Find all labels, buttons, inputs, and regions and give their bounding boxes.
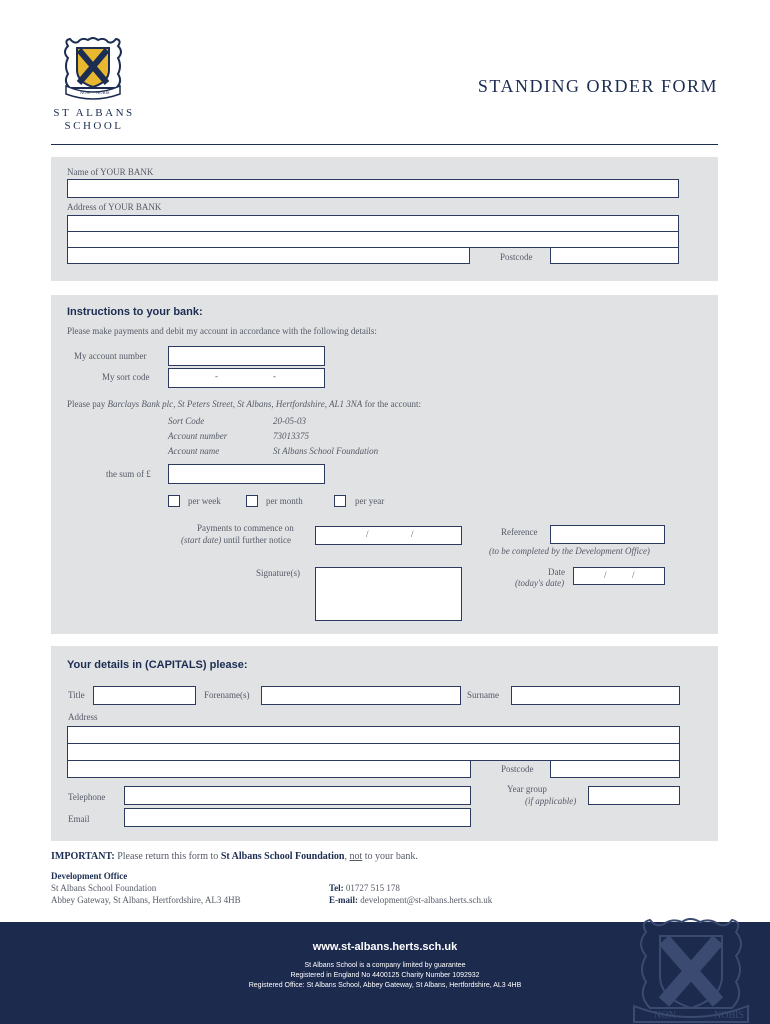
signature-label: Signature(s): [256, 568, 300, 578]
svg-text:NON: NON: [654, 1010, 676, 1021]
address-line1[interactable]: [67, 726, 680, 744]
sort-code-label: My sort code: [102, 372, 150, 382]
bank-address-line2[interactable]: [67, 231, 679, 248]
school-crest-icon: [60, 36, 126, 102]
svg-text:NOBIS: NOBIS: [714, 1010, 745, 1021]
form-title: STANDING ORDER FORM: [477, 76, 718, 96]
reference-field[interactable]: [550, 525, 665, 544]
pay-line: [67, 399, 421, 409]
sort-code-sep-2: -: [273, 371, 276, 381]
svg-text:NOBIS: NOBIS: [96, 90, 110, 95]
important-text1: Please return this form to: [114, 851, 221, 862]
per-year-checkbox[interactable]: [334, 495, 346, 507]
bank-address-label: Address of YOUR BANK: [67, 202, 162, 212]
crest-watermark-icon: [626, 918, 770, 1024]
sum-field[interactable]: [168, 464, 325, 484]
email-label: Email: [68, 814, 90, 824]
contact-line2: Abbey Gateway, St Albans, Hertfordshire, AL3 4HB: [51, 895, 241, 905]
your-details-panel: [51, 646, 718, 841]
pay-line-prefix: Please pay: [67, 399, 108, 409]
payee-account-name-label: Account name: [168, 446, 220, 456]
todays-date-field[interactable]: [573, 567, 665, 585]
sum-label: the sum of £: [106, 469, 151, 479]
surname-field[interactable]: [511, 686, 680, 705]
important-text2: ,: [344, 851, 350, 862]
commence-sub-italic: (start date): [181, 535, 222, 545]
per-week-checkbox[interactable]: [168, 495, 180, 507]
reference-note: (to be completed by the Development Office): [489, 546, 650, 556]
per-month-checkbox[interactable]: [246, 495, 258, 507]
start-date-field[interactable]: [315, 526, 462, 545]
tel-label: Tel:: [329, 883, 344, 893]
forename-field[interactable]: [261, 686, 461, 705]
bank-name-label: Name of YOUR BANK: [67, 167, 154, 177]
date-label: Date: [548, 567, 565, 577]
reference-label: Reference: [501, 527, 538, 537]
address-line3[interactable]: [67, 760, 471, 778]
postcode-field[interactable]: [550, 760, 680, 778]
year-group-sub: (if applicable): [525, 796, 577, 806]
telephone-field[interactable]: [124, 786, 471, 805]
pay-line-bank: Barclays Bank plc, St Peters Street, St Albans, Hertfordshire, AL1 3NA: [107, 399, 363, 409]
important-prefix: IMPORTANT:: [51, 851, 115, 862]
bank-name-field[interactable]: [67, 179, 679, 198]
important-text3: to your bank.: [362, 851, 418, 862]
contact-office: Development Office: [51, 871, 128, 881]
footer: [0, 922, 770, 1024]
title-label: Title: [68, 690, 85, 700]
signature-field[interactable]: [315, 567, 462, 621]
instructions-heading: Instructions to your bank:: [67, 306, 203, 318]
todays-date-sep-2: /: [632, 570, 635, 580]
footer-line2: Registered in England No 4400125 Charity Number 1092932: [290, 972, 480, 979]
per-year-label: per year: [355, 496, 385, 506]
bank-address-line3[interactable]: [67, 247, 470, 264]
todays-date-sep-1: /: [604, 570, 607, 580]
commence-label: Payments to commence on: [197, 523, 294, 533]
school-name-line1: ST ALBANS: [53, 107, 135, 119]
school-logo: [60, 36, 126, 102]
email-contact-value[interactable]: development@st-albans.herts.sch.uk: [358, 895, 493, 905]
postcode-label: Postcode: [501, 764, 534, 774]
bank-postcode-field[interactable]: [550, 247, 679, 264]
address-line2[interactable]: [67, 743, 680, 761]
footer-line3: Registered Office: St Albans School, Abbey Gateway, St Albans, Hertfordshire, AL3 4HB: [248, 982, 522, 989]
instructions-panel: [51, 295, 718, 634]
account-number-label: My account number: [74, 351, 147, 361]
tel-value: 01727 515 178: [343, 883, 400, 893]
per-month-label: per month: [266, 496, 303, 506]
address-label: Address: [68, 712, 98, 722]
sort-code-sep-1: -: [215, 371, 218, 381]
account-number-field[interactable]: [168, 346, 325, 366]
payee-sort-code-label: Sort Code: [168, 416, 205, 426]
your-details-heading: Your details in (CAPITALS) please:: [67, 659, 248, 671]
svg-text:NON: NON: [80, 90, 90, 95]
school-name-line2: SCHOOL: [64, 120, 124, 132]
payee-account-number-label: Account number: [168, 431, 228, 441]
start-date-sep-2: /: [411, 529, 414, 539]
bank-details-panel: [51, 157, 718, 281]
school-name: [44, 107, 144, 133]
year-group-field[interactable]: [588, 786, 680, 805]
payee-account-number-value: 73013375: [273, 431, 309, 441]
surname-label: Surname: [467, 690, 499, 700]
title-field[interactable]: [93, 686, 196, 705]
pay-line-suffix: for the account:: [362, 399, 422, 409]
important-not: not: [349, 851, 363, 862]
contact-email[interactable]: [329, 895, 492, 905]
footer-website[interactable]: www.st-albans.herts.sch.uk: [312, 941, 458, 953]
commence-sub: [181, 535, 291, 545]
year-group-label: Year group: [507, 784, 547, 794]
start-date-sep-1: /: [366, 529, 369, 539]
commence-sub-rest: until further notice: [221, 535, 291, 545]
footer-line1: St Albans School is a company limited by guarantee: [304, 962, 466, 969]
per-week-label: per week: [188, 496, 221, 506]
contact-tel: [329, 883, 400, 893]
sort-code-field[interactable]: [168, 368, 325, 388]
payee-account-name-value: St Albans School Foundation: [273, 446, 379, 456]
bank-postcode-label: Postcode: [500, 252, 533, 262]
important-notice: [51, 851, 418, 862]
forename-label: Forename(s): [204, 690, 250, 700]
email-contact-label: E-mail:: [329, 895, 358, 905]
header-divider: [51, 144, 718, 145]
instructions-intro: Please make payments and debit my account in accordance with the following details:: [67, 326, 377, 336]
email-field[interactable]: [124, 808, 471, 827]
contact-line1: St Albans School Foundation: [51, 883, 157, 893]
date-sub: (today's date): [515, 578, 565, 588]
telephone-label: Telephone: [68, 792, 106, 802]
important-org: St Albans School Foundation: [220, 851, 345, 862]
bank-address-line1[interactable]: [67, 215, 679, 232]
payee-sort-code-value: 20-05-03: [273, 416, 306, 426]
